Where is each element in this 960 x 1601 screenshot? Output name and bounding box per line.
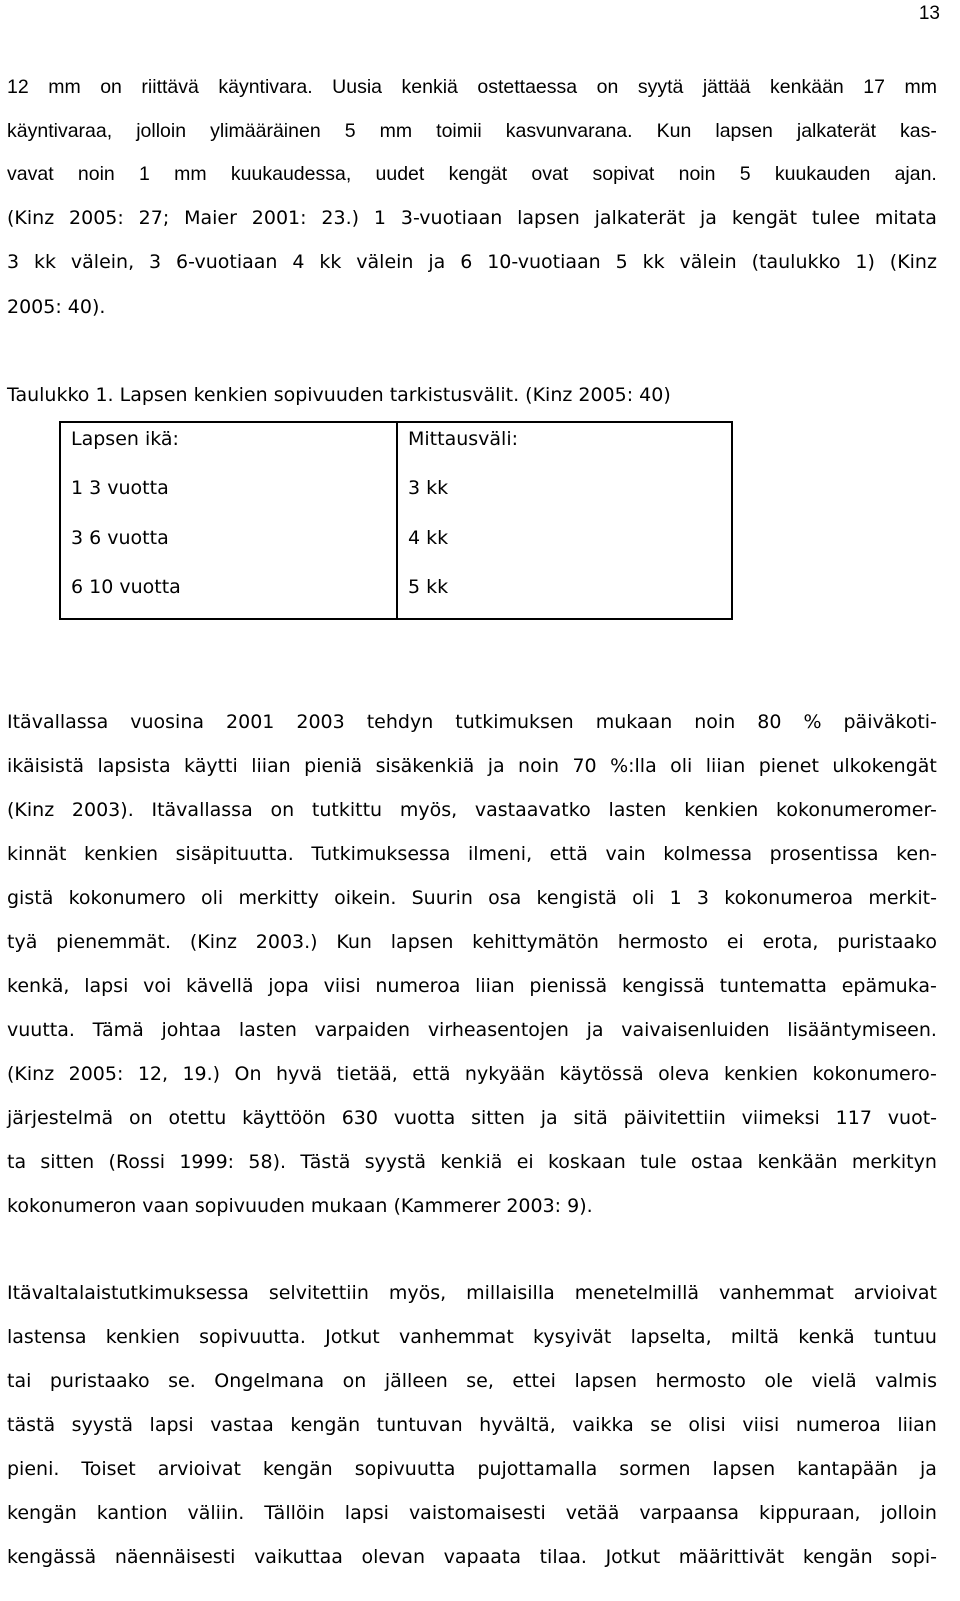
paragraph-1-line: vavat noin 1 mm kuukaudessa, uudet kengät ovat sopivat noin 5 kuukauden ajan. (7, 163, 937, 185)
paragraph-2-line: (Kinz 2003). Itävallassa on tutkittu myös, vastaavatko lasten kenkien kokonumeromer- (7, 799, 937, 821)
paragraph-2-line: järjestelmä on otettu käyttöön 630 vuotta sitten ja sitä päivitettiin viimeksi 117 vuot- (7, 1107, 937, 1129)
table-header-age: Lapsen ikä: (71, 428, 179, 450)
paragraph-3-line: Itävaltalaistutkimuksessa selvitettiin myös, millaisilla menetelmillä vanhemmat arvioivat (7, 1282, 937, 1304)
page-number: 13 (918, 3, 940, 24)
paragraph-2-line: kinnät kenkien sisäpituutta. Tutkimuksessa ilmeni, että vain kolmessa prosentissa ken- (7, 843, 937, 865)
paragraph-1-line: 3 kk välein, 3 6-vuotiaan 4 kk välein ja 6 10-vuotiaan 5 kk välein (taulukko 1) (Kinz (7, 251, 937, 273)
paragraph-3-line: kengässä näennäisesti vaikuttaa olevan vapaata tilaa. Jotkut määrittivät kengän sopi- (7, 1546, 937, 1568)
paragraph-2-line: ta sitten (Rossi 1999: 58). Tästä syystä kenkiä ei koskaan tule ostaa kenkään merkityn (7, 1151, 937, 1173)
paragraph-3-line: pieni. Toiset arvioivat kengän sopivuutta pujottamalla sormen lapsen kantapään ja (7, 1458, 937, 1480)
paragraph-2-line: gistä kokonumero oli merkitty oikein. Suurin osa kengistä oli 1 3 kokonumeroa merkit- (7, 887, 937, 909)
check-interval-table (59, 421, 733, 620)
paragraph-2-line: Itävallassa vuosina 2001 2003 tehdyn tutkimuksen mukaan noin 80 % päiväkoti- (7, 711, 937, 733)
table-caption: Taulukko 1. Lapsen kenkien sopivuuden tarkistusvälit. (Kinz 2005: 40) (7, 384, 671, 406)
table-cell: 6 10 vuotta (71, 576, 181, 598)
paragraph-2-line: ikäisistä lapsista käytti liian pieniä sisäkenkiä ja noin 70 %:lla oli liian pienet ulkokengät (7, 755, 937, 777)
table-cell: 3 kk (408, 477, 449, 499)
paragraph-2-line: kokonumeron vaan sopivuuden mukaan (Kammerer 2003: 9). (7, 1195, 593, 1217)
paragraph-1-line: 12 mm on riittävä käyntivara. Uusia kenkiä ostettaessa on syytä jättää kenkään 17 mm (7, 76, 937, 98)
table-cell: 1 3 vuotta (71, 477, 169, 499)
paragraph-2-line: vuutta. Tämä johtaa lasten varpaiden virheasentojen ja vaivaisenluiden lisääntymiseen. (7, 1019, 937, 1041)
table-header-interval: Mittausväli: (408, 428, 519, 450)
paragraph-2-line: (Kinz 2005: 12, 19.) On hyvä tietää, että nykyään käytössä oleva kenkien kokonumero- (7, 1063, 937, 1085)
paragraph-3-line: tai puristaako se. Ongelmana on jälleen se, ettei lapsen hermosto ole vielä valmis (7, 1370, 937, 1392)
paragraph-3-line: lastensa kenkien sopivuutta. Jotkut vanhemmat kysyivät lapselta, miltä kenkä tuntuu (7, 1326, 937, 1348)
paragraph-2-line: tyä pienemmät. (Kinz 2003.) Kun lapsen kehittymätön hermosto ei erota, puristaako (7, 931, 937, 953)
paragraph-3-line: kengän kantion väliin. Tällöin lapsi vaistomaisesti vetää varpaansa kippuraan, jolloin (7, 1502, 937, 1524)
paragraph-3-line: tästä syystä lapsi vastaa kengän tuntuvan hyvältä, vaikka se olisi viisi numeroa liian (7, 1414, 937, 1436)
table-cell: 3 6 vuotta (71, 527, 169, 549)
table-cell: 5 kk (408, 576, 449, 598)
paragraph-2-line: kenkä, lapsi voi kävellä jopa viisi numeroa liian pienissä kengissä tuntematta epämuka- (7, 975, 937, 997)
table-column-divider (396, 423, 398, 618)
paragraph-1-line: käyntivaraa, jolloin ylimääräinen 5 mm toimii kasvunvarana. Kun lapsen jalkaterät kas- (7, 120, 937, 142)
paragraph-1-line: (Kinz 2005: 27; Maier 2001: 23.) 1 3-vuotiaan lapsen jalkaterät ja kengät tulee mitata (7, 207, 937, 229)
paragraph-1-line: 2005: 40). (7, 296, 106, 318)
table-cell: 4 kk (408, 527, 449, 549)
